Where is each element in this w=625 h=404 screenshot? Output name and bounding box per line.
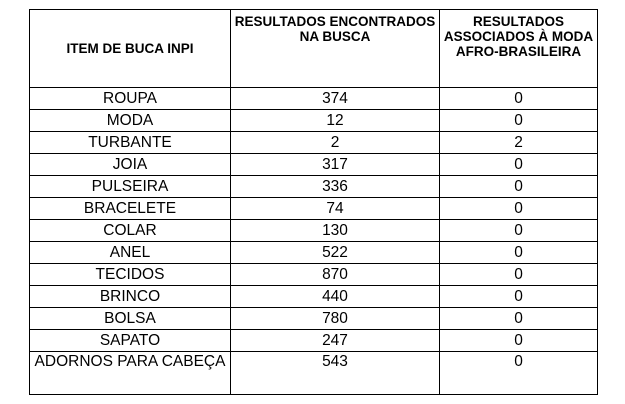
table-row [30,264,598,286]
cell-associated: 0 [440,330,598,352]
table-row [30,242,598,264]
cell-found: 130 [231,220,440,242]
cell-found: 780 [231,308,440,330]
table-header-row [30,10,598,88]
cell-item: BOLSA [30,308,231,330]
table-row [30,220,598,242]
table-row [30,132,598,154]
cell-associated: 0 [440,352,598,395]
cell-associated: 0 [440,88,598,110]
table-row [30,110,598,132]
cell-item: BRINCO [30,286,231,308]
cell-found: 74 [231,198,440,220]
header-found: RESULTADOS ENCONTRADOS NA BUSCA [231,10,440,88]
table-row [30,308,598,330]
cell-associated: 2 [440,132,598,154]
table-row [30,154,598,176]
cell-associated: 0 [440,154,598,176]
table-row [30,352,598,395]
cell-found: 522 [231,242,440,264]
cell-item: MODA [30,110,231,132]
header-item: ITEM DE BUCA INPI [30,10,231,88]
cell-item: ANEL [30,242,231,264]
cell-associated: 0 [440,264,598,286]
cell-item: PULSEIRA [30,176,231,198]
cell-item: SAPATO [30,330,231,352]
cell-found: 870 [231,264,440,286]
cell-item: JOIA [30,154,231,176]
cell-associated: 0 [440,242,598,264]
cell-item: COLAR [30,220,231,242]
cell-item: TURBANTE [30,132,231,154]
table-row [30,330,598,352]
cell-associated: 0 [440,286,598,308]
cell-found: 12 [231,110,440,132]
cell-found: 440 [231,286,440,308]
cell-found: 543 [231,352,440,395]
cell-associated: 0 [440,198,598,220]
cell-item: TECIDOS [30,264,231,286]
cell-associated: 0 [440,308,598,330]
results-table [29,9,598,395]
cell-associated: 0 [440,176,598,198]
cell-associated: 0 [440,220,598,242]
cell-found: 336 [231,176,440,198]
cell-found: 317 [231,154,440,176]
cell-item: BRACELETE [30,198,231,220]
header-associated: RESULTADOS ASSOCIADOS À MODA AFRO-BRASILEIRA [440,10,598,88]
cell-associated: 0 [440,110,598,132]
table-row [30,88,598,110]
table-row [30,176,598,198]
table-row [30,286,598,308]
cell-found: 247 [231,330,440,352]
cell-item: ADORNOS PARA CABEÇA [30,352,231,395]
cell-found: 374 [231,88,440,110]
table-row [30,198,598,220]
cell-found: 2 [231,132,440,154]
cell-item: ROUPA [30,88,231,110]
